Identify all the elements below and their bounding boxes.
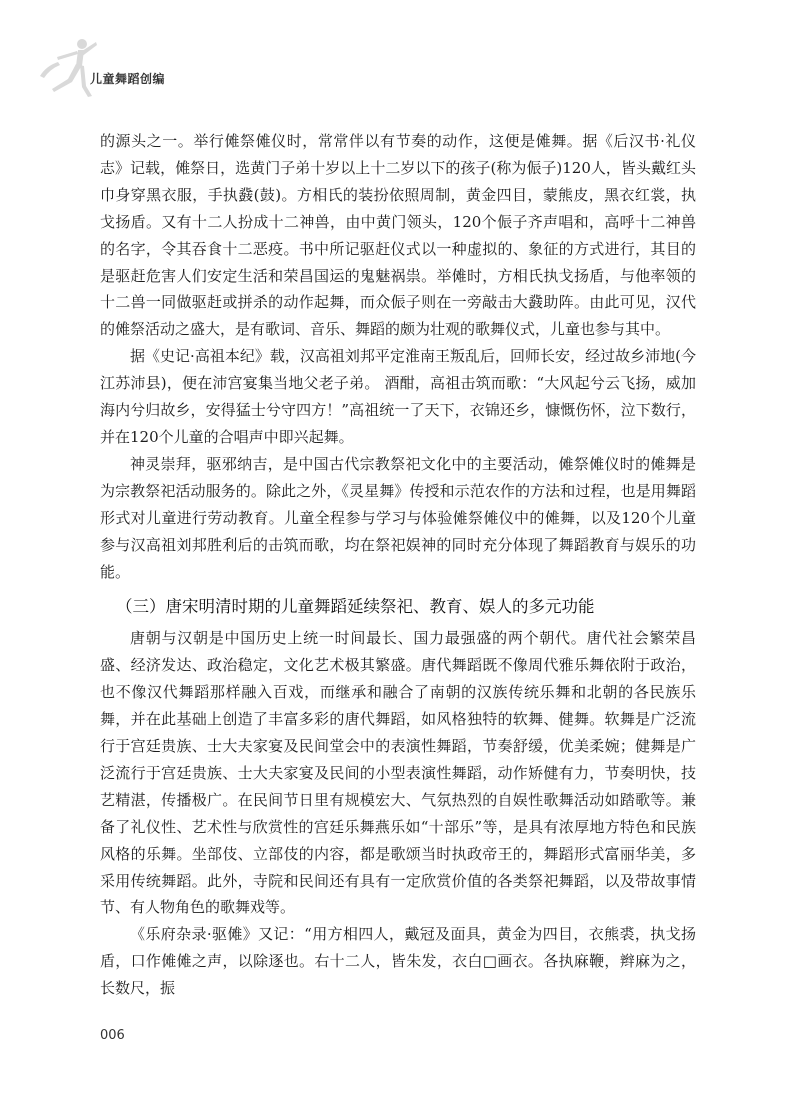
section-heading: （三）唐宋明清时期的儿童舞蹈延续祭祀、教育、娱人的多元功能 bbox=[116, 597, 595, 617]
body-paragraph: 《乐府杂录·驱傩》又记：“用方相四人，戴冠及面具，黄金为四目，衣熊裘，执戈扬盾，口作傩傩之声，以除逐也。右十二人，皆朱发，衣白□画衣。各执麻鞭，辫麻为之，长数尺，振 bbox=[100, 925, 696, 998]
dancer-silhouette-icon bbox=[38, 36, 98, 98]
body-paragraph: 神灵崇拜，驱邪纳吉，是中国古代宗教祭祀文化中的主要活动，傩祭傩仪时的傩舞是为宗教祭祀活动服务的。除此之外，《灵星舞》传授和示范农作的方法和过程，也是用舞蹈形式对儿童进行劳动教育。儿童全程参与学习与体验傩祭傩仪中的傩舞，以及120个儿童参与汉高祖刘邦胜利后的击筑而歌，均在祭祀娱神的同时充分体现了舞蹈教育与娱乐的功能。 bbox=[100, 454, 696, 581]
body-paragraph: 的源头之一。举行傩祭傩仪时，常常伴以有节奏的动作，这便是傩舞。据《后汉书·礼仪志》记载，傩祭日，选黄门子弟十岁以上十二岁以下的孩子(称为侲子)120人，皆头戴红头巾身穿黑衣服，手执鼗(鼓)。方相氏的装扮依照周制，黄金四目，蒙熊皮，黑衣红裳，执戈扬盾。又有十二人扮成十二神兽，由中黄门领头，120个侲子齐声唱和，高呼十二神兽的名字，令其吞食十二恶疫。书中所记驱赶仪式以一种虚拟的、象征的方式进行，其目的是驱赶危害人们安定生活和荣昌国运的鬼魅祸祟。举傩时，方相氏执戈扬盾，与他率领的十二兽一同做驱赶或拼杀的动作起舞，而众侲子则在一旁敲击大鼗助阵。由此可见，汉代的傩祭活动之盛大，是有歌词、音乐、舞蹈的颇为壮观的歌舞仪式，儿童也参与其中。 bbox=[100, 132, 696, 339]
page-body bbox=[100, 128, 696, 1002]
page-number: 006 bbox=[100, 1028, 125, 1043]
body-paragraph: 据《史记·高祖本纪》载，汉高祖刘邦平定淮南王叛乱后，回师长安，经过故乡沛地(今江苏沛县)，便在沛宫宴集当地父老子弟。 酒酣，高祖击筑而歌：“大风起兮云飞扬，威加海内兮归故乡，安得猛士兮守四方！”高祖统一了天下，衣锦还乡，慷慨伤怀，泣下数行，并在120个儿童的合唱声中即兴起舞。 bbox=[100, 347, 696, 446]
book-title: 儿童舞蹈创编 bbox=[90, 72, 166, 86]
running-header bbox=[0, 0, 790, 110]
body-paragraph: 唐朝与汉朝是中国历史上统一时间最长、国力最强盛的两个朝代。唐代社会繁荣昌盛、经济发达、政治稳定，文化艺术极其繁盛。唐代舞蹈既不像周代雅乐舞依附于政治，也不像汉代舞蹈那样融入百戏，而继承和融合了南朝的汉族传统乐舞和北朝的各民族乐舞，并在此基础上创造了丰富多彩的唐代舞蹈，如风格独特的软舞、健舞。软舞是广泛流行于宫廷贵族、士大夫家宴及民间堂会中的表演性舞蹈，节奏舒缓，优美柔婉；健舞是广泛流行于宫廷贵族、士大夫家宴及民间的小型表演性舞蹈，动作矫健有力，节奏明快，技艺精湛，传播极广。在民间节日里有规模宏大、气氛热烈的自娱性歌舞活动如踏歌等。兼备了礼仪性、艺术性与欣赏性的宫廷乐舞燕乐如“十部乐”等，是具有浓厚地方特色和民族风格的乐舞。坐部伎、立部伎的内容，都是歌颂当时执政帝王的，舞蹈形式富丽华美，多采用传统舞蹈。此外，寺院和民间还有具有一定欣赏价值的各类祭祀舞蹈，以及带故事情节、有人物角色的歌舞戏等。 bbox=[100, 629, 696, 917]
